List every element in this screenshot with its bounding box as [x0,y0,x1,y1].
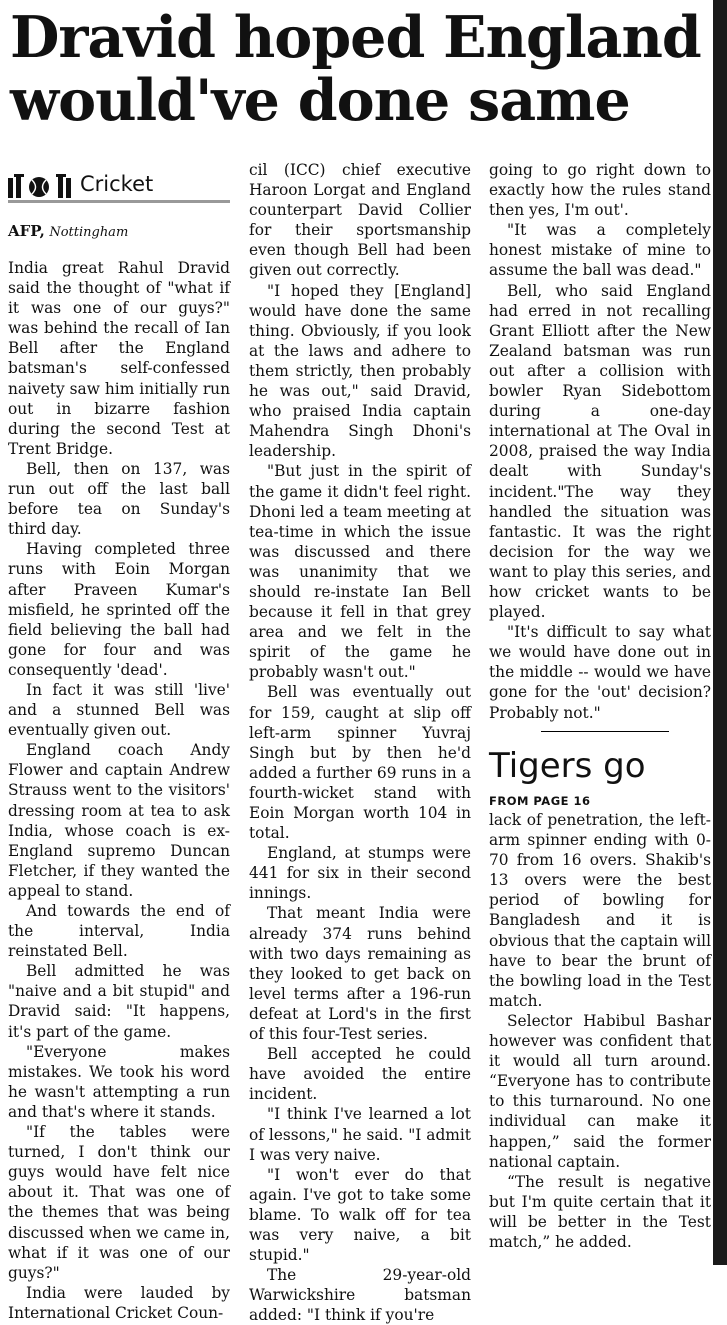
paragraph: Having completed three runs with Eoin Morgan after Praveen Kumar's misfield, he sprinted off the field believing the ball had gone for four and was consequently 'dead'. [8,540,230,679]
paragraph: Selector Habibul Bashar however was confident that it would all turn around. “Everyone has to contribute to this turnaround. No one individual can make it happen,” said the former national captain. [489,1011,711,1171]
byline-place: Nottingham [49,225,129,240]
continued-from-label: FROM PAGE 16 [489,794,591,808]
section-label: Cricket [80,172,154,196]
paragraph: "It was a completely honest mistake of mine to assume the ball was dead." [489,221,711,280]
paragraph: Bell was eventually out for 159, caught at slip off left-arm spinner Yuvraj Singh but by then he'd added a further 69 runs in a fourth-wicket stand with Eoin Morgan worth 104 in total. [249,683,471,843]
paragraph: Bell accepted he could have avoided the entire incident. [249,1045,471,1104]
paragraph: “The result is negative but I'm quite certain that it will be better in the Test match,” he added. [489,1172,711,1251]
paragraph: "I won't ever do that again. I've got to take some blame. To walk off for tea was very naive, a bit stupid." [249,1165,471,1265]
paragraph: That meant India were already 374 runs behind with two days remaining as they looked to get back on level terms after a 196-run defeat at Lord's in the first of this four-Test series. [249,904,471,1044]
paragraph: England coach Andy Flower and captain Andrew Strauss went to the visitors' dressing room at tea to ask India, whose coach is ex-England supremo Duncan Fletcher, if they wanted the appeal to stand. [8,741,230,900]
paragraph: Bell, then on 137, was run out off the last ball before tea on Sunday's third day. [8,459,230,539]
paragraph: going to go right down to exactly how the rules stand then yes, I'm out'. [489,161,711,220]
byline-agency: AFP, [8,222,45,240]
headline: Dravid hoped England would've done same [10,4,701,134]
tigers-headline: Tigers go [489,746,646,786]
section-header [8,160,230,204]
paragraph: Bell admitted he was "naive and a bit stupid" and Dravid said: "It happens, it's part of the game. [8,962,230,1041]
paragraph: "I hoped they [England] would have done the same thing. Obviously, if you look at the laws and adhere to them strictly, then probably he was out," said Dravid, who praised India captain Mahendra Singh Dhoni's leadership. [249,281,471,461]
paragraph: The 29-year-old Warwickshire batsman added: "I think if you're [249,1266,471,1325]
paragraph: India great Rahul Dravid said the thought of "what if it was one of our guys?" was behind the recall of Ian Bell after the England batsman's self-confessed naivety saw him initially run out in bizarre fashion during the second Test at Trent Bridge. [8,259,230,458]
paragraph: "Everyone makes mistakes. We took his word he wasn't attempting a run and that's where it stands. [8,1042,230,1121]
section-rule [8,200,230,203]
paragraph: India were lauded by International Cricket Coun- [8,1283,230,1322]
paragraph: England, at stumps were 441 for six in their second innings. [249,844,471,903]
cricket-ball-stumps-icon [8,172,74,198]
article-column-1 [8,258,230,1323]
paragraph: cil (ICC) chief executive Haroon Lorgat and England counterpart David Collier for their sportsmanship even though Bell had been given out correctly. [249,161,471,280]
article-column-2 [249,160,471,1325]
paragraph: "If the tables were turned, I don't think our guys would have felt nice about it. That was one of the themes that was being discussed when we came in, what if it was one of our guys?" [8,1123,230,1282]
paragraph: "I think I've learned a lot of lessons," he said. "I admit I was very naive. [249,1105,471,1164]
page-edge-bar [713,0,727,1265]
paragraph: Bell, who said England had erred in not recalling Grant Elliott after the New Zealand batsman was run out after a collision with bowler Ryan Sidebottom during a one-day international at The Oval in 2008, praised the way India dealt with Sunday's incident."The way they handled the situation was fantastic. It was the right decision for the way we want to play this series, and how cricket wants to be played. [489,281,711,622]
byline [8,222,128,242]
article-column-3 [489,160,711,723]
paragraph: "It's difficult to say what we would have done out in the middle -- would we have gone for the 'out' decision? Probably not." [489,623,711,722]
tigers-article [489,810,711,1252]
paragraph: lack of penetration, the left-arm spinner ending with 0-70 from 16 overs. Shakib's 13 overs were the best period of bowling for Bangladesh and it is obvious that the captain will have to bear the brunt of the bowling load in the Test match. [489,811,711,1010]
paragraph: In fact it was still 'live' and a stunned Bell was eventually given out. [8,680,230,740]
paragraph: "But just in the spirit of the game it didn't feel right. Dhoni led a team meeting at tea-time in which the issue was discussed and there was unanimity that we should re-instate Ian Bell because it fell in that grey area and we felt in the spirit of the game he probably wasn't out." [249,462,471,682]
article-end-rule [541,731,669,732]
paragraph: And towards the end of the interval, India reinstated Bell. [8,902,230,961]
